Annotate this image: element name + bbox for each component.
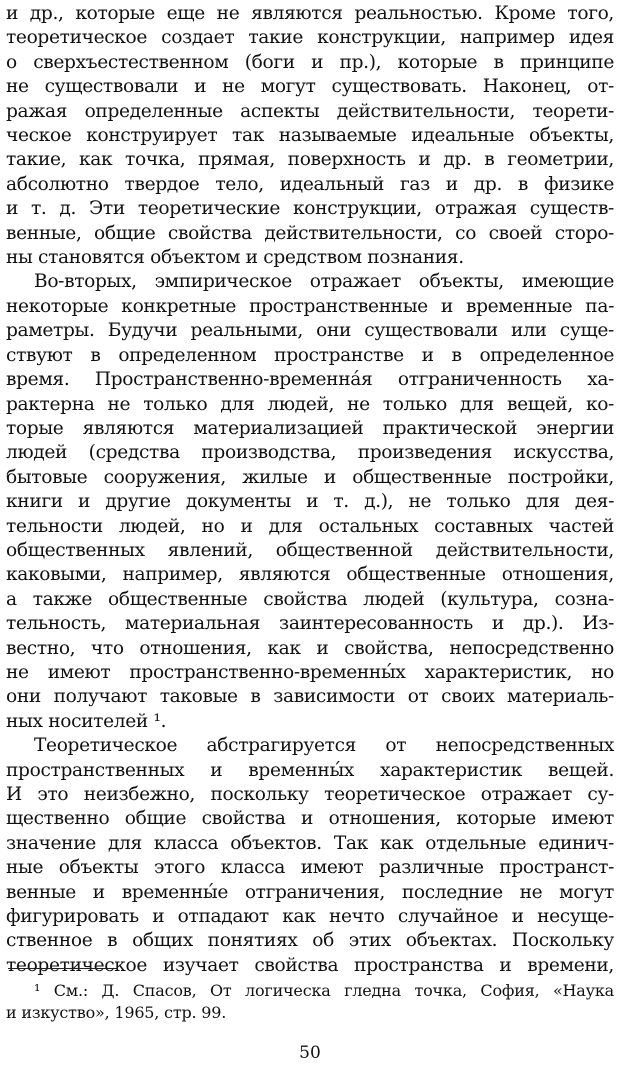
text-line: теоретическое создает такие конструкции, например идея <box>6 27 614 49</box>
footnote-divider <box>8 968 118 969</box>
text-line: не имеют пространственно-временны́х характеристик, но <box>6 661 614 683</box>
text-line: пространственных и временны́х характеристик вещей. <box>6 759 614 781</box>
text-line: о сверхъестественном (боги и пр.), которые в принципе <box>6 51 614 73</box>
text-line: И это неизбежно, поскольку теоретическое отражает су- <box>6 784 614 805</box>
text-line: ны становятся объектом и средством познания. <box>6 247 464 269</box>
footnote-line: и изкуство», 1965, стр. 99. <box>6 1003 227 1022</box>
text-line: такие, как точка, прямая, поверхность и др. в геометрии, <box>6 149 614 171</box>
body-text <box>6 2 614 978</box>
text-line: некоторые конкретные пространственные и временные па- <box>6 295 614 317</box>
text-line: абсолютно твердое тело, идеальный газ и др. в физике <box>6 173 614 195</box>
text-line: и т. д. Эти теоретические конструкции, отражая существ- <box>6 198 614 220</box>
text-line: раметры. Будучи реальными, они существовали или суще- <box>6 320 614 342</box>
text-line: и др., которые еще не являются реальностью. Кроме того, <box>6 3 614 24</box>
text-line: ственное в общих понятиях об этих объектах. Поскольку <box>6 930 614 952</box>
text-line: теоретическое изучает свойства пространства и времени, <box>6 954 614 976</box>
text-line: бытовые сооружения, жилые и общественные постройки, <box>6 466 614 488</box>
footnotes <box>6 980 614 1024</box>
text-line: вестно, что отношения, как и свойства, непосредственно <box>6 637 614 659</box>
text-line: ные объекты этого класса имеют различные пространст- <box>6 857 614 879</box>
page-number: 50 <box>299 1043 321 1063</box>
text-line: ствуют в определенном пространстве и в определенное <box>6 344 614 366</box>
text-line: общественных явлений, общественной действительности, <box>6 539 614 561</box>
text-line: Во-вторых, эмпирическое отражает объекты, имеющие <box>34 271 614 293</box>
text-line: книги и другие документы и т. д.), не только для дея- <box>6 491 614 513</box>
book-page <box>6 0 614 1071</box>
text-line: время. Пространственно-временна́я отграниченность ха- <box>6 369 614 391</box>
text-line: Теоретическое абстрагируется от непосредственных <box>34 735 614 757</box>
text-line: значение для класса объектов. Так как отдельные единич- <box>6 832 614 854</box>
text-line: не существовали и не могут существовать. Наконец, от- <box>6 76 614 98</box>
text-line: венные, общие свойства действительности, со своей сторо- <box>6 222 614 244</box>
text-line: щественно общие свойства и отношения, которые имеют <box>6 808 614 830</box>
text-line: людей (средства производства, произведения искусства, <box>6 442 614 464</box>
text-line: а также общественные свойства людей (культура, созна- <box>6 588 614 610</box>
text-line: тельность, материальная заинтересованность и др.). Из- <box>6 613 614 635</box>
text-line: торые являются материализацией практической энергии <box>6 417 614 439</box>
text-line: ных носителей ¹. <box>6 710 167 732</box>
text-line: они получают таковые в зависимости от своих материаль- <box>6 686 614 708</box>
text-line: тельности людей, но и для остальных составных частей <box>6 515 614 537</box>
text-line: фигурировать и отпадают как нечто случайное и несуще- <box>6 906 614 928</box>
text-line: венные и временны́е отграничения, последние не могут <box>6 881 614 903</box>
text-line: ражая определенные аспекты действительности, теорети- <box>6 100 614 122</box>
footnote-line: ¹ См.: Д. Спасов, От логическа гледна точка, София, «Наука <box>34 981 614 1000</box>
text-line: ческое конструирует так называемые идеальные объекты, <box>6 125 614 147</box>
text-line: рактерна не только для людей, не только для вещей, ко- <box>6 393 614 415</box>
text-line: каковыми, например, являются общественные отношения, <box>6 564 614 586</box>
